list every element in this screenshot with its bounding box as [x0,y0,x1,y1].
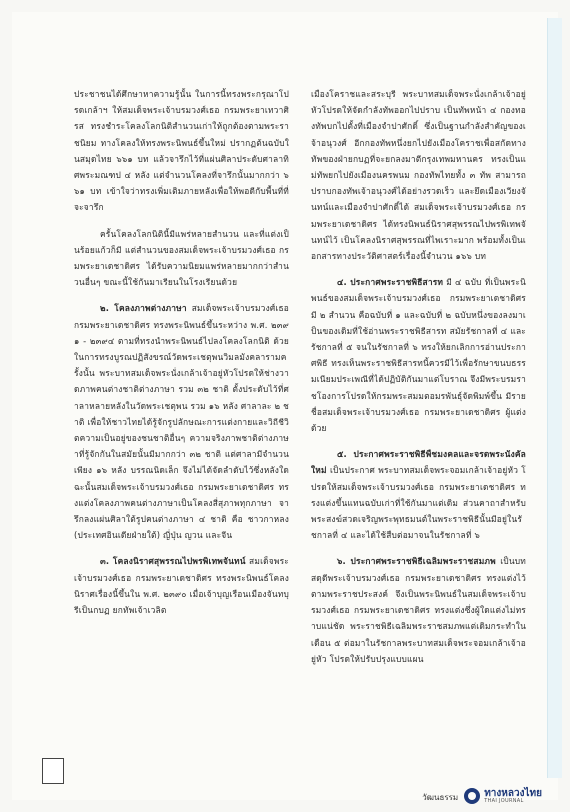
section-heading: ๔. ประกาศพระราชพิธีสารท [337,277,444,288]
left-column [74,86,289,736]
paragraph: ครั้นโคลงโลกนิตินี้มีแพร่หลายสำนวน และที่แต่งเป็นร้อยแก้วก็มี แต่สำนวนของสมเด็จพระเจ้าบรมวงศ์เธอ กรมพระยาเดชาดิศร ได้รับความนิยมแพร่หลายมากกว่าสำนวนอื่นๆ ขณะนี้ใช้กันมาเรียนในโรงเรียนด้วย [74,228,289,288]
side-color-bar [547,18,562,778]
right-column [311,86,526,736]
logo-icon [464,788,480,804]
page-number-box [42,758,64,784]
logo-subtitle: THAI JOURNAL [484,797,524,804]
section-heading: ๓. โคลงนิราศสุพรรณไปพรพิเทพจันทน์ [100,556,246,567]
section-body: มี ๔ ฉบับ ที่เป็นพระนิพนธ์ของสมเด็จพระเจ้าบรมวงศ์เธอ กรมพระยาเดชาดิศร มี ๒ สำนวน คือฉบับที่ ๑ และฉบับที่ ๒ ฉบับหนึ่งของลงมาเป็นของเดิมที่ใช้อ่านพระราชพิธีสารท สมัยรัชกาลที่ ๔ และรัชกาลที่ ๕ จนในรัชกาลที่ ๖ ทรงให้ยกเลิกการอ่านประกาศพิธี ทรงเห็นพระราชพิธีสารทนี้ควรมีไว้เพื่อรักษาขนบธรรมเนียมประเพณีที่ได้ปฏิบัติกันมาแต่โบราณ จึงมีพระบรมราชโองการโปรดให้กรมพระสมมตอมรพันธุ์จัดพิมพ์ขึ้น มีรายชื่อสมเด็จพระเจ้าบรมวงศ์เธอ กรมพระยาเดชาดิศร ผู้แต่งด้วย [311,277,526,434]
footer-label: วัฒนธรรม [422,793,459,802]
article-body [74,86,526,736]
section-2 [74,300,289,543]
section-4 [311,274,526,436]
paragraph: เมืองโคราชและสระบุรี พระบาทสมเด็จพระนั่งเกล้าเจ้าอยู่หัวโปรดให้จัดกำลังทัพออกไปปราบ เป็นทัพหน้า ๔ กองทองทัพบกไปตั้งที่เมืองจำปาศักดิ์ ซึ่งเป็นฐานกำลังสำคัญของเจ้าอนุวงศ์ อีกกองทัพหนึ่งยกไปยังเมืองโคราชเพื่อสกัดทางทัพของฝ่ายกบฏที่จะยกลงมาตีกรุงเทพมหานคร ทรงเป็นแม่ทัพยกไปยังเมืองนครพนม กองทัพไทยทั้ง ๓ ทัพ สามารถปราบกองทัพเจ้าอนุวงศ์ได้อย่างรวดเร็ว และยึดเมืองเวียงจันทน์และเมืองจำปาศักดิ์ได้ สมเด็จพระเจ้าบรมวงศ์เธอ กรมพระยาเดชาดิศร ได้ทรงนิพนธ์นิราศสุพรรณไปพรพิเทพจันทน์ไว้ เป็นโคลงนิราศสุพรรณที่ไพเราะมาก พร้อมทั้งเป็นเอกสารทางประวัติศาสตร์เรื่องนี้จำนวน ๑๖๖ บท [311,89,526,262]
paragraph: ประชาชนได้ศึกษาหาความรู้นั้น ในการนี้ทรงพระกรุณาโปรดเกล้าฯ ให้สมเด็จพระเจ้าบรมวงศ์เธอ กรมพระยาเทวาศิรส ทรงชำระโคลงโลกนิติสำนวนเก่าให้ถูกต้องตามพระราชนิยม ทางโคลงให้ทรงพระนิพนธ์ขึ้นใหม่ ปรากฏต้นฉบับในสมุดไทย ๖๖๑ บท แล้วจารึกไว้ที่แผ่นศิลาประดับศาลาทิศพระมณฑป ๔ หลัง แต่จำนวนโคลงที่จารึกนั้นมากกว่า ๖๖๑ บท เข้าใจว่าทรงเพิ่มเติมภายหลังเพื่อให้พอดีกับพื้นที่ที่จะจารึก [74,89,289,213]
section-6 [311,553,526,666]
logo-text [484,789,542,804]
section-5 [311,446,526,543]
logo-title: ทางหลวงไทย [484,787,542,799]
section-body: เป็นประกาศ พระบาทสมเด็จพระจอมเกล้าเจ้าอยู่หัว โปรดให้สมเด็จพระเจ้าบรมวงศ์เธอ กรมพระยาเดชาดิศร ทรงแต่งขึ้นแทนฉบับเก่าที่ใช้กันมาแต่เดิม ส่วนคาถาสำหรับพระสงฆ์สวดเจริญพระพุทธมนต์ในพระราชพิธีนั้นมีอยู่ในรัชกาลที่ ๔ และได้ใช้สืบต่อมาจนในรัชกาลที่ ๖ [311,465,526,541]
section-body: สมเด็จพระเจ้าบรมวงศ์เธอ กรมพระยาเดชาดิศร ทรงพระนิพนธ์ขึ้นระหว่าง พ.ศ. ๒๓๙๑ - ๒๓๙๔ ตามที่ทรงนำพระนิพนธ์ไปลงโคลงโลกนิติ ด้วยในการทรงบูรณปฏิสังขรณ์วัดพระเชตุพนวิมลมังคลารามครั้งนั้น พระบาทสมเด็จพระนั่งเกล้าเจ้าอยู่หัวโปรดให้ช่างวาดภาพคนต่างชาติต่างภาษา รวม ๓๒ ชาติ ตั้งประดับไว้ที่ศาลาหลายหลังในวัดพระเชตุพน รวม ๑๖ หลัง ศาลาละ ๒ ชาติ เพื่อให้ชาวไทยได้รู้จักรูปลักษณะการแต่งกายและวิถีชีวิตความเป็นอยู่ของชนชาติอื่นๆ ความจริงภาพชาติต่างภาษาที่รู้จักกันในสมัยนั้นมีมากกว่า ๓๒ ชาติ แต่ศาลามีจำนวนเพียง ๑๖ หลัง บรรณนิดเล็ก จึงไม่ได้จัดลำดับไว้ซึ่งหลังใด ฉะนั้นสมเด็จพระเจ้าบรมวงศ์เธอ กรมพระยาเดชาดิศร ทรงแต่งโคลงภาพคนต่างภาษาเป็นโคลงสี่สุภาพทุกภาษา จารึกลงแผ่นศิลาใต้รูปคนต่างภาษา ๔ ชาติ คือ ชาวกาหลง (ประเทศอินเดียฝ่ายใต้) ญี่ปุ่น ญวน และจีน [74,303,289,541]
footer [422,788,542,804]
section-heading: ๖. ประกาศพระราชพิธีเฉลิมพระราชสมภพ [337,556,496,567]
section-heading: ๕. ประกาศพระราชพิธีพืชมงคลและจรดพระนังคัลใหม่ [311,449,526,476]
section-3 [74,553,289,618]
journal-logo [464,788,542,804]
section-heading: ๒. โคลงภาพต่างภาษา [100,303,187,314]
section-body: สมเด็จพระเจ้าบรมวงศ์เธอ กรมพระยาเดชาดิศร ทรงพระนิพนธ์โคลงนิราศเรื่องนี้ขึ้นใน พ.ศ. ๒๓๙๐ เมื่อเจ้าบุญเรือนเมืองจันทบุรีเป็นกบฏ ยกทัพเจ้าเวลิต [74,556,289,616]
section-body: เป็นบทสดุดีพระเจ้าบรมวงศ์เธอ กรมพระยาเดชาดิศร ทรงแต่งไว้ตามพระราชประสงค์ จึงเป็นพระนิพนธ์ในสมเด็จพระเจ้าบรมวงศ์เธอ กรมพระยาเดชาดิศร ทรงแต่งซึ่งผู้ใดแต่งไม่ทราบแน่ชัด พระราชพิธีเฉลิมพระราชสมภพแต่เดิมกระทำในเดือน ๕ ต่อมาในรัชกาลพระบาทสมเด็จพระจอมเกล้าเจ้าอยู่หัว โปรดให้ปรับปรุงแบบแผน [311,556,526,664]
